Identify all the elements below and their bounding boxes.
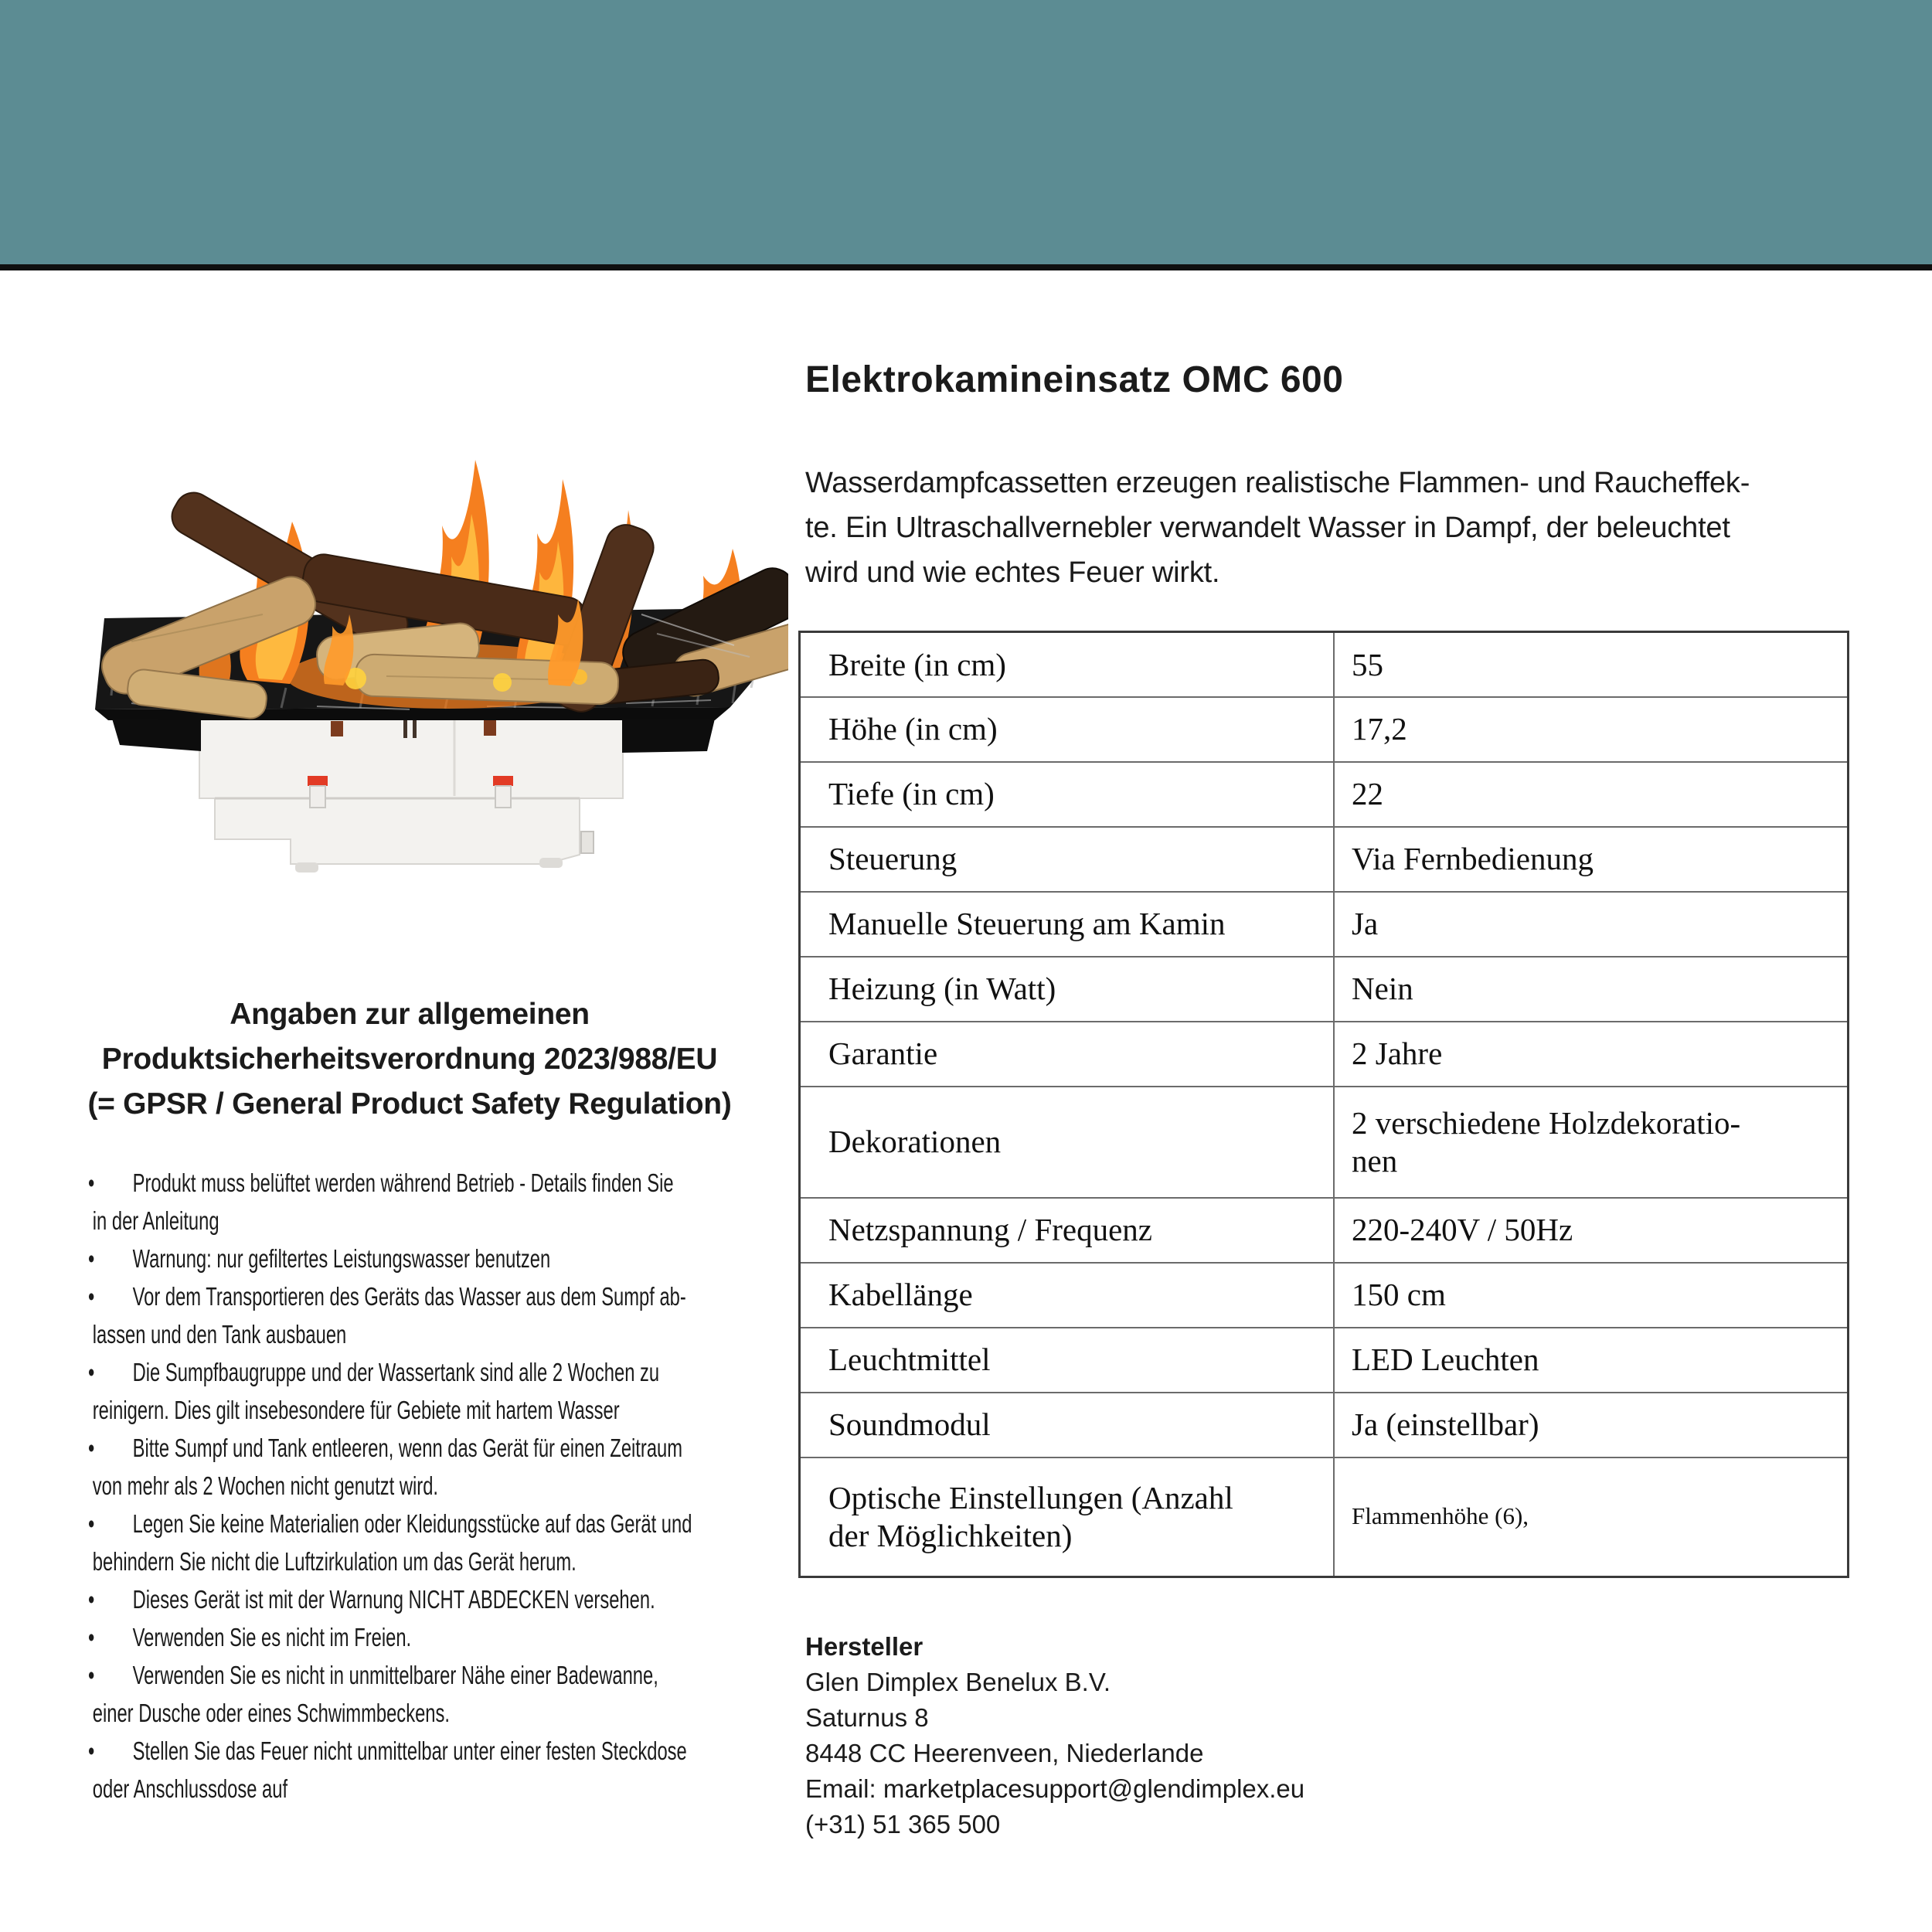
intro-line: wird und wie echtes Feuer wirkt.: [805, 556, 1220, 589]
spec-label: Manuelle Steuerung am Kamin: [800, 892, 1335, 957]
spec-value: Ja: [1334, 892, 1848, 957]
spec-value: 220-240V / 50Hz: [1334, 1198, 1848, 1263]
spec-label: Dekorationen: [800, 1087, 1335, 1198]
bullet-line: [88, 1429, 867, 1467]
spec-row: [800, 1087, 1849, 1198]
page-title: Elektrokamineinsatz OMC 600: [805, 359, 1344, 400]
bullet-text: reinigern. Dies gilt insebesondere für Gebiete mit hartem Wasser: [92, 1396, 620, 1424]
bullet-icon: •: [88, 1282, 95, 1311]
water-switch: [308, 776, 328, 808]
bullet-text: Die Sumpfbaugruppe und der Wassertank sind alle 2 Wochen zu: [132, 1358, 660, 1386]
spec-value: 150 cm: [1334, 1263, 1848, 1328]
spec-table: [798, 631, 1849, 1578]
spec-label: Höhe (in cm): [800, 697, 1335, 762]
spec-label: Breite (in cm): [800, 632, 1335, 697]
bullet-line: [88, 1202, 867, 1240]
spec-row: [800, 697, 1849, 762]
gpsr-bullet-list: [88, 1164, 867, 1808]
header-band: [0, 0, 1932, 264]
bullet-line: [88, 1618, 867, 1656]
header-rule: [0, 264, 1932, 270]
manufacturer-company: Glen Dimplex Benelux B.V.: [805, 1668, 1111, 1696]
bullet-text: Verwenden Sie es nicht in unmittelbarer Nähe einer Badewanne,: [132, 1661, 658, 1689]
spec-table-body: [800, 632, 1849, 1577]
spec-value: 22: [1334, 762, 1848, 827]
bullet-text: Warnung: nur gefiltertes Leistungswasser benutzen: [132, 1244, 551, 1273]
bullet-text: Stellen Sie das Feuer nicht unmittelbar unter einer festen Steckdose: [132, 1736, 687, 1765]
bullet-text: Vor dem Transportieren des Geräts das Wasser aus dem Sumpf ab-: [132, 1282, 686, 1311]
bullet-line: [88, 1656, 867, 1694]
base-unit: [199, 719, 623, 872]
bullet-line: [88, 1543, 867, 1580]
bullet-line: [88, 1580, 867, 1618]
spec-value: 17,2: [1334, 697, 1848, 762]
bullet-text: Legen Sie keine Materialien oder Kleidungsstücke auf das Gerät und: [132, 1509, 692, 1538]
bullet-text: Dieses Gerät ist mit der Warnung NICHT ABDECKEN versehen.: [132, 1585, 655, 1614]
bullet-line: [88, 1240, 867, 1277]
bullet-text: Bitte Sumpf und Tank entleeren, wenn das Gerät für einen Zeitraum: [132, 1434, 683, 1462]
spec-value: 55: [1334, 632, 1848, 697]
bullet-icon: •: [88, 1358, 95, 1386]
bullet-line: [88, 1315, 867, 1353]
bullet-text: oder Anschlussdose auf: [92, 1774, 288, 1803]
spec-value: LED Leuchten: [1334, 1328, 1848, 1393]
intro-paragraph: [805, 461, 1750, 595]
spec-label: Netzspannung / Frequenz: [800, 1198, 1335, 1263]
bullet-text: einer Dusche oder eines Schwimmbeckens.: [92, 1699, 450, 1727]
bullet-icon: •: [88, 1168, 95, 1197]
spec-value: 2 verschiedene Holzdekoratio- nen: [1334, 1087, 1848, 1198]
spec-row: [800, 957, 1849, 1022]
spec-row: [800, 632, 1849, 697]
bullet-line: [88, 1694, 867, 1732]
gpsr-heading: [54, 992, 765, 1127]
water-switch: [493, 776, 513, 808]
spec-value: Nein: [1334, 957, 1848, 1022]
spec-label: Garantie: [800, 1022, 1335, 1087]
spec-value: Ja (einstellbar): [1334, 1393, 1848, 1458]
bullet-icon: •: [88, 1585, 95, 1614]
spec-value: 2 Jahre: [1334, 1022, 1848, 1087]
bullet-icon: •: [88, 1509, 95, 1538]
bullet-icon: •: [88, 1434, 95, 1462]
bullet-line: [88, 1277, 867, 1315]
spec-value: Via Fernbedienung: [1334, 827, 1848, 892]
log-pile: [96, 486, 788, 720]
bullet-text: lassen und den Tank ausbauen: [92, 1320, 347, 1349]
intro-line: te. Ein Ultraschallvernebler verwandelt Wasser in Dampf, der beleuchtet: [805, 512, 1730, 544]
spec-row: [800, 1022, 1849, 1087]
bullet-line: [88, 1353, 867, 1391]
bullet-icon: •: [88, 1623, 95, 1651]
bullet-text: Produkt muss belüftet werden während Betrieb - Details finden Sie: [132, 1168, 674, 1197]
bullet-line: [88, 1164, 867, 1202]
manufacturer-block: [805, 1629, 1304, 1842]
gpsr-heading-line: Produktsicherheitsverordnung 2023/988/EU: [101, 1043, 718, 1076]
spec-label: Soundmodul: [800, 1393, 1335, 1458]
bullet-icon: •: [88, 1661, 95, 1689]
bullet-line: [88, 1770, 867, 1808]
gpsr-heading-line: Angaben zur allgemeinen: [230, 998, 590, 1031]
spec-row: [800, 1458, 1849, 1577]
spec-value: Flammenhöhe (6),: [1334, 1458, 1848, 1577]
bullet-text: von mehr als 2 Wochen nicht genutzt wird.: [92, 1471, 439, 1500]
manufacturer-street: Saturnus 8: [805, 1703, 929, 1732]
bullet-text: in der Anleitung: [92, 1206, 219, 1235]
spec-label: Tiefe (in cm): [800, 762, 1335, 827]
manufacturer-city: 8448 CC Heerenveen, Niederlande: [805, 1739, 1204, 1767]
manufacturer-phone: (+31) 51 365 500: [805, 1810, 1001, 1838]
bullet-text: behindern Sie nicht die Luftzirkulation um das Gerät herum.: [92, 1547, 577, 1576]
spec-row: [800, 1198, 1849, 1263]
bullet-icon: •: [88, 1244, 95, 1273]
product-image-fireplace: [85, 448, 788, 881]
gpsr-heading-line: (= GPSR / General Product Safety Regulation): [87, 1087, 732, 1121]
manufacturer-email: Email: marketplacesupport@glendimplex.eu: [805, 1774, 1305, 1803]
bullet-line: [88, 1505, 867, 1543]
spec-label: Kabellänge: [800, 1263, 1335, 1328]
bullet-line: [88, 1391, 867, 1429]
bullet-line: [88, 1732, 867, 1770]
manufacturer-heading: Hersteller: [805, 1632, 923, 1661]
spec-row: [800, 762, 1849, 827]
intro-line: Wasserdampfcassetten erzeugen realistische Flammen- und Raucheffek-: [805, 467, 1750, 499]
bullet-icon: •: [88, 1736, 95, 1765]
spec-row: [800, 1263, 1849, 1328]
bullet-line: [88, 1467, 867, 1505]
spec-label: Leuchtmittel: [800, 1328, 1335, 1393]
spec-label: Steuerung: [800, 827, 1335, 892]
spec-row: [800, 892, 1849, 957]
spec-row: [800, 827, 1849, 892]
spec-row: [800, 1393, 1849, 1458]
bullet-text: Verwenden Sie es nicht im Freien.: [132, 1623, 412, 1651]
spec-row: [800, 1328, 1849, 1393]
spec-label: Heizung (in Watt): [800, 957, 1335, 1022]
spec-label: Optische Einstellungen (Anzahl der Möglichkeiten): [800, 1458, 1335, 1577]
